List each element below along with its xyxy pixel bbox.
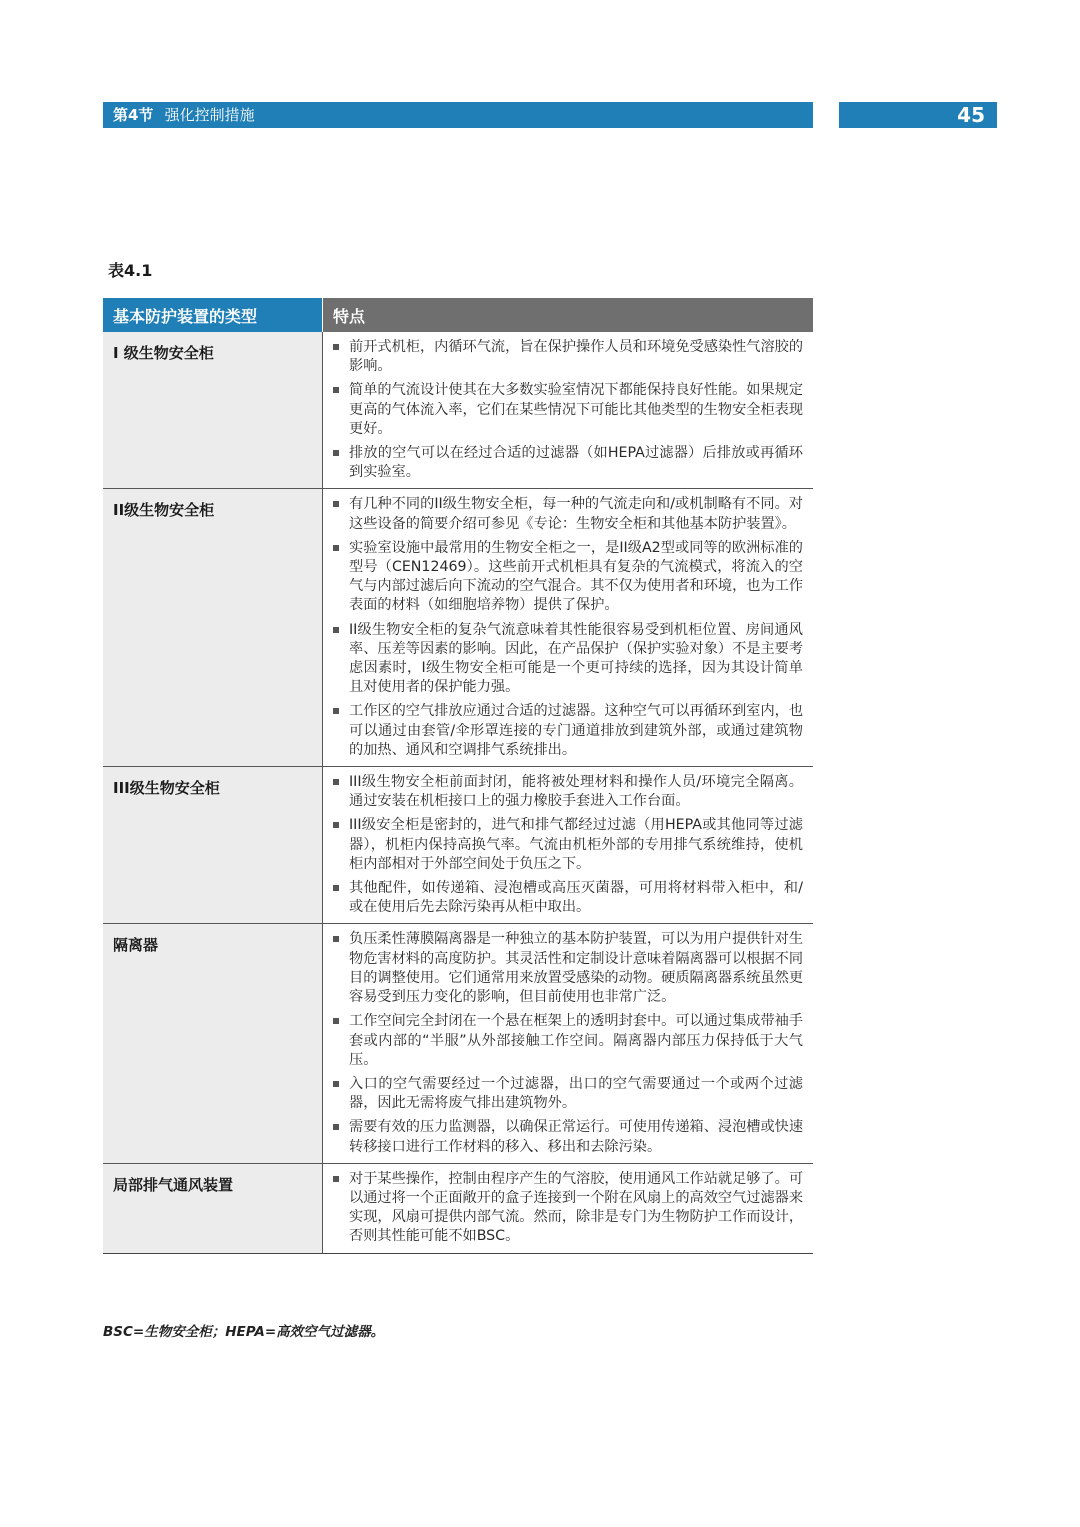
table-footnote: BSC=生物安全柜；HEPA=高效空气过滤器。 (103, 1324, 385, 1340)
feature-text: II级生物安全柜的复杂气流意味着其性能很容易受到机柜位置、房间通风率、压差等因素的影响。因此，在产品保护（保护实验对象）不是主要考虑因素时，I级生物安全柜可能是一个更可持续的选择，因为其设计简单且对使用者的保护能力强。 (349, 621, 804, 696)
device-type-cell: 局部排气通风装置 (103, 1163, 323, 1253)
feature-list (333, 338, 803, 482)
feature-text: 工作区的空气排放应通过合适的过滤器。这种空气可以再循环到室内，也可以通过由套管/伞形罩连接的专门通道排放到建筑外部，或通过建筑物的加热、通风和空调排气系统排出。 (349, 703, 804, 758)
table-row (103, 767, 813, 924)
feature-item (333, 381, 803, 439)
square-bullet-icon (333, 344, 339, 350)
square-bullet-icon (333, 708, 339, 714)
features-cell (323, 1163, 814, 1253)
table-body (103, 332, 813, 1253)
section-label: 第4节 (113, 106, 154, 124)
containment-devices-table (103, 298, 813, 1254)
table-row (103, 924, 813, 1163)
section-header-bar (103, 102, 813, 128)
section-title: 强化控制措施 (164, 106, 255, 124)
feature-text: 其他配件，如传递箱、浸泡槽或高压灭菌器，可用将材料带入柜中，和/或在使用后先去除污染再从柜中取出。 (349, 880, 803, 916)
table-header-row (103, 298, 813, 332)
feature-text: 排放的空气可以在经过合适的过滤器（如HEPA过滤器）后排放或再循环到实验室。 (349, 445, 803, 481)
feature-text: 工作空间完全封闭在一个悬在框架上的透明封套中。可以通过集成带袖手套或内部的“半服”从外部接触工作空间。隔离器内部压力保持低于大气压。 (349, 1013, 804, 1068)
features-cell (323, 489, 814, 767)
feature-text: 简单的气流设计使其在大多数实验室情况下都能保持良好性能。如果规定更高的气体流入率，它们在某些情况下可能比其他类型的生物安全柜表现更好。 (349, 382, 804, 437)
feature-text: 负压柔性薄膜隔离器是一种独立的基本防护装置，可以为用户提供针对生物危害材料的高度防护。其灵活性和定制设计意味着隔离器可以根据不同目的调整使用。它们通常用来放置受感染的动物。硬质隔离器系统虽然更容易受到压力变化的影响，但目前使用也非常广泛。 (349, 931, 804, 1006)
feature-item (333, 621, 803, 698)
page-number: 45 (839, 102, 997, 128)
feature-list (333, 495, 803, 760)
square-bullet-icon (333, 450, 339, 456)
feature-item (333, 930, 803, 1007)
feature-item (333, 702, 803, 760)
square-bullet-icon (333, 822, 339, 828)
square-bullet-icon (333, 1124, 339, 1130)
feature-text: 实验室设施中最常用的生物安全柜之一，是II级A2型或同等的欧洲标准的型号（CEN12469）。这些前开式机柜具有复杂的气流模式，将流入的空气与内部过滤后向下流动的空气混合。其不仅为使用者和环境，也为工作表面的材料（如细胞培养物）提供了保护。 (349, 539, 804, 614)
feature-item (333, 879, 803, 917)
device-type-cell: 隔离器 (103, 924, 323, 1163)
square-bullet-icon (333, 387, 339, 393)
feature-item (333, 1075, 803, 1113)
feature-item (333, 1170, 803, 1247)
feature-text: 入口的空气需要经过一个过滤器，出口的空气需要通过一个或两个过滤器，因此无需将废气排出建筑物外。 (349, 1075, 803, 1112)
square-bullet-icon (333, 936, 339, 942)
feature-text: 对于某些操作，控制由程序产生的气溶胶，使用通风工作站就足够了。可以通过将一个正面敞开的盒子连接到一个附在风扇上的高效空气过滤器来实现，风扇可提供内部气流。然而，除非是专门为生物防护工作而设计，否则其性能可能不如BSC。 (349, 1170, 804, 1245)
features-cell (323, 924, 814, 1163)
header-features: 特点 (323, 298, 814, 332)
feature-text: 需要有效的压力监测器，以确保正常运行。可使用传递箱、浸泡槽或快速转移接口进行工作材料的移入、移出和去除污染。 (349, 1119, 804, 1155)
square-bullet-icon (333, 779, 339, 785)
device-type-cell: III级生物安全柜 (103, 767, 323, 924)
feature-list (333, 930, 803, 1156)
square-bullet-icon (333, 627, 339, 633)
device-type-cell: I 级生物安全柜 (103, 332, 323, 489)
square-bullet-icon (333, 501, 339, 507)
feature-list (333, 1170, 803, 1247)
square-bullet-icon (333, 1081, 339, 1087)
square-bullet-icon (333, 545, 339, 551)
table-row (103, 489, 813, 767)
feature-item (333, 1118, 803, 1156)
feature-item (333, 773, 803, 811)
square-bullet-icon (333, 1176, 339, 1182)
feature-list (333, 773, 803, 917)
feature-item (333, 816, 803, 874)
feature-text: III级生物安全柜前面封闭，能将被处理材料和操作人员/环境完全隔离。通过安装在机柜接口上的强力橡胶手套进入工作台面。 (349, 774, 803, 810)
square-bullet-icon (333, 1018, 339, 1024)
device-type-cell: II级生物安全柜 (103, 489, 323, 767)
feature-item (333, 444, 803, 482)
features-cell (323, 332, 814, 489)
table-row (103, 1163, 813, 1253)
feature-item (333, 539, 803, 616)
header-device-type: 基本防护装置的类型 (103, 298, 323, 332)
feature-item (333, 1012, 803, 1070)
feature-item (333, 495, 803, 533)
feature-item (333, 338, 803, 376)
feature-text: 有几种不同的II级生物安全柜，每一种的气流走向和/或机制略有不同。对这些设备的简要介绍可参见《专论：生物安全柜和其他基本防护装置》。 (349, 496, 803, 532)
feature-text: III级安全柜是密封的，进气和排气都经过过滤（用HEPA或其他同等过滤器），机柜内保持高换气率。气流由机柜外部的专用排气系统维持，使机柜内部相对于外部空间处于负压之下。 (349, 817, 803, 872)
feature-text: 前开式机柜，内循环气流，旨在保护操作人员和环境免受感染性气溶胶的影响。 (349, 339, 804, 375)
square-bullet-icon (333, 885, 339, 891)
features-cell (323, 767, 814, 924)
table-row (103, 332, 813, 489)
table-title: 表4.1 (108, 261, 153, 280)
